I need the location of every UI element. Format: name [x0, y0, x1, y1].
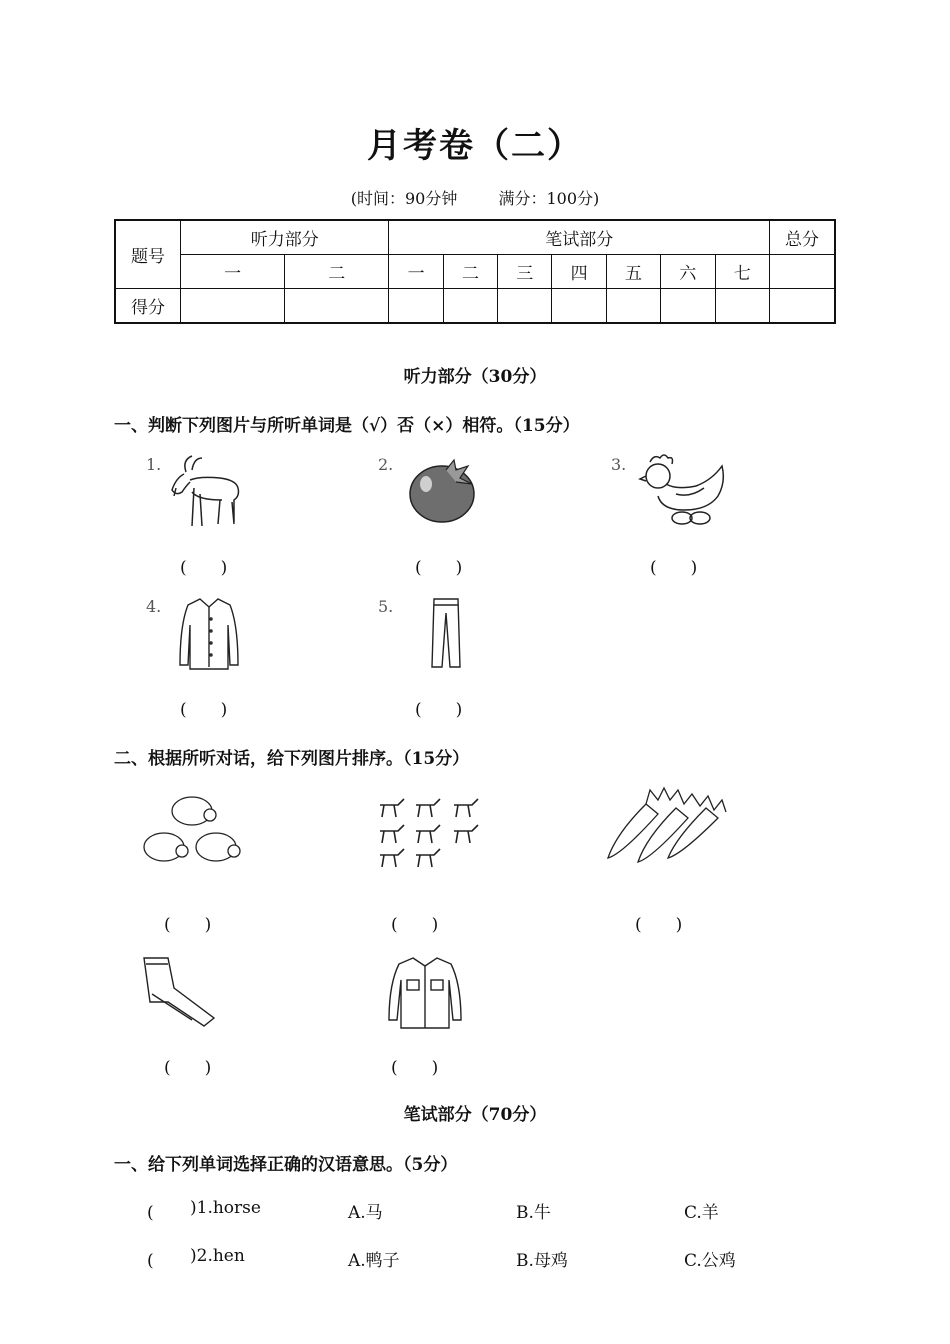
exam-info [0, 186, 950, 209]
score-cell[interactable] [443, 289, 497, 324]
answer-blank[interactable]: ( [147, 1203, 188, 1223]
answer-blank[interactable]: ( ) [415, 558, 463, 578]
pants-icon [428, 595, 464, 671]
full-score-info: 满分：100分) [498, 189, 600, 208]
col-writing-7: 七 [715, 255, 769, 289]
score-cell[interactable] [498, 289, 552, 324]
tomato-icon [406, 456, 486, 528]
sheep-icon [140, 793, 244, 873]
question-stem: )2.hen [190, 1246, 245, 1266]
option-b[interactable]: B.牛 [516, 1203, 551, 1223]
col-writing-5: 五 [606, 255, 660, 289]
option-a[interactable]: A.鸭子 [348, 1251, 400, 1271]
row-label-score: 得分 [115, 289, 181, 324]
row-label-question-no: 题号 [115, 220, 181, 289]
option-b[interactable]: B.母鸡 [516, 1251, 568, 1271]
score-cell[interactable] [389, 289, 443, 324]
col-writing-4: 四 [552, 255, 606, 289]
writing-section-title: 笔试部分（70分） [403, 1105, 547, 1125]
answer-blank[interactable]: ( ) [635, 915, 683, 935]
shirt-icon [176, 595, 242, 671]
col-listening-2: 二 [285, 255, 389, 289]
score-cell[interactable] [770, 289, 836, 324]
page-title: 月考卷（二） [367, 126, 583, 166]
option-c[interactable]: C.公鸡 [684, 1251, 736, 1271]
listening-section-title: 听力部分（30分） [403, 367, 547, 387]
col-writing-1: 一 [389, 255, 443, 289]
carrots-icon [606, 786, 730, 866]
hen-icon [636, 454, 728, 529]
col-listening-1: 一 [181, 255, 285, 289]
answer-blank[interactable]: ( ) [650, 558, 698, 578]
part2-heading: 二、根据所听对话，给下列图片排序。（15分） [114, 749, 470, 769]
option-c[interactable]: C.羊 [684, 1203, 719, 1223]
answer-blank[interactable]: ( [147, 1251, 188, 1271]
answer-blank[interactable]: ( ) [391, 915, 439, 935]
item-number: 4. [146, 597, 162, 616]
score-table [114, 219, 836, 324]
item-number: 1. [146, 455, 162, 474]
item-number: 2. [378, 455, 394, 474]
score-cell[interactable] [181, 289, 285, 324]
horses-icon [376, 795, 488, 871]
time-info: (时间：90分钟 [350, 189, 458, 208]
score-cell[interactable] [606, 289, 660, 324]
question-stem: )1.horse [190, 1198, 261, 1218]
item-number: 5. [378, 597, 394, 616]
score-cell[interactable] [661, 289, 715, 324]
goat-icon [166, 452, 246, 527]
col-writing-2: 二 [443, 255, 497, 289]
total-cell [770, 255, 836, 289]
score-cell[interactable] [552, 289, 606, 324]
score-cell[interactable] [715, 289, 769, 324]
part1-heading: 一、判断下列图片与所听单词是（√）否（×）相符。（15分） [114, 416, 580, 436]
option-a[interactable]: A.马 [348, 1203, 383, 1223]
answer-blank[interactable]: ( ) [180, 700, 228, 720]
col-writing-3: 三 [498, 255, 552, 289]
listening-header: 听力部分 [181, 220, 389, 255]
item-number: 3. [611, 455, 627, 474]
answer-blank[interactable]: ( ) [391, 1058, 439, 1078]
total-header: 总分 [770, 220, 836, 255]
trousers-icon [138, 954, 218, 1028]
answer-blank[interactable]: ( ) [164, 1058, 212, 1078]
answer-blank[interactable]: ( ) [164, 915, 212, 935]
writing-header: 笔试部分 [389, 220, 770, 255]
written1-heading: 一、给下列单词选择正确的汉语意思。（5分） [114, 1155, 458, 1175]
score-cell[interactable] [285, 289, 389, 324]
answer-blank[interactable]: ( ) [180, 558, 228, 578]
col-writing-6: 六 [661, 255, 715, 289]
jacket-icon [385, 954, 465, 1028]
answer-blank[interactable]: ( ) [415, 700, 463, 720]
